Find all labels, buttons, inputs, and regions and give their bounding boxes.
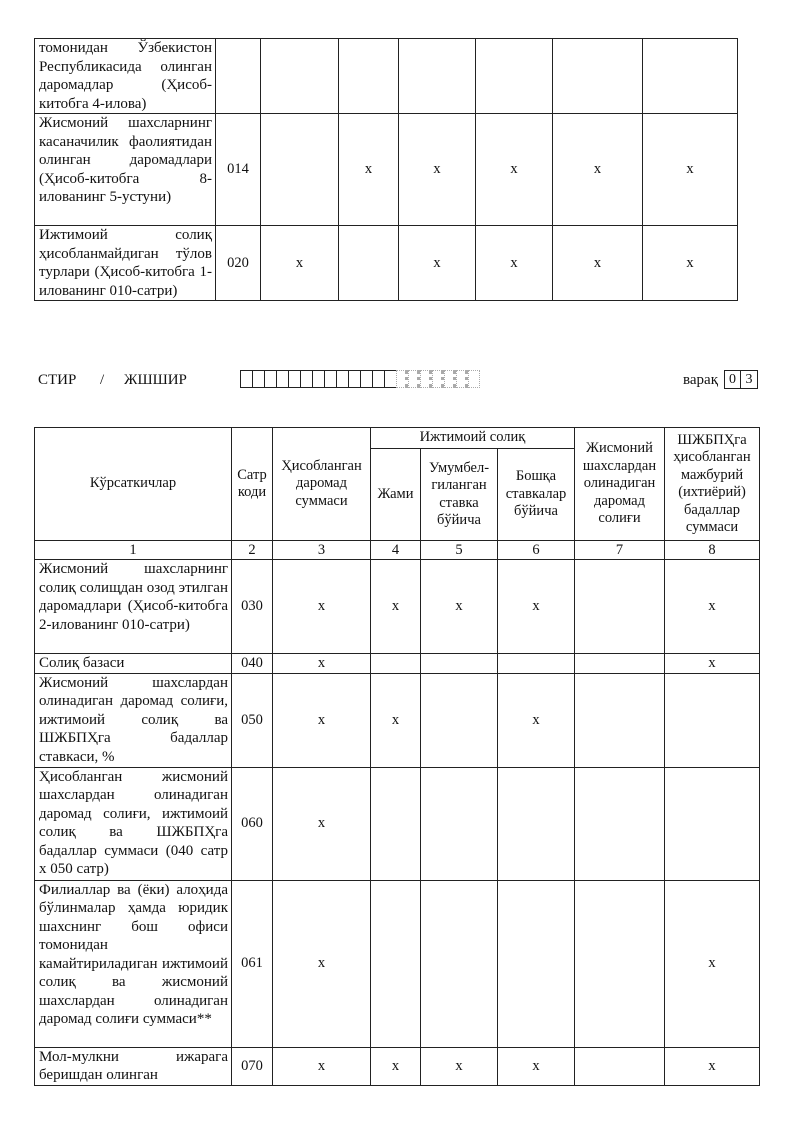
value-cell[interactable] <box>339 226 399 301</box>
table-row <box>35 654 760 674</box>
top-table <box>34 38 738 301</box>
indicator-label: Филиаллар ва (ёки) алоҳида бўлинмалар ҳамда юридик шахснинг бош офиси томонидан камайтириладиган ижтимоий солиқ ва жисмоний шахслардан олинадиган даромад солиғи суммаси** <box>35 880 232 1047</box>
value-cell[interactable] <box>261 39 339 114</box>
column-number: 5 <box>421 541 498 560</box>
main-table <box>34 427 760 1086</box>
tin-digit-box[interactable] <box>312 370 324 388</box>
table-row <box>35 767 760 880</box>
header-row <box>35 428 760 449</box>
value-cell[interactable] <box>553 39 643 114</box>
value-cell[interactable]: x <box>476 114 553 226</box>
value-cell[interactable]: x <box>261 226 339 301</box>
tin-digit-box[interactable] <box>348 370 360 388</box>
tin-digit-box[interactable] <box>432 370 444 388</box>
value-cell[interactable]: x <box>498 673 575 767</box>
value-cell[interactable] <box>339 39 399 114</box>
page-digit: 3 <box>741 370 758 389</box>
value-cell[interactable] <box>498 880 575 1047</box>
column-number: 7 <box>575 541 665 560</box>
taxpayer-id-line <box>38 367 762 393</box>
value-cell[interactable]: x <box>273 767 371 880</box>
value-cell[interactable] <box>575 654 665 674</box>
tin-input-boxes[interactable] <box>240 370 480 388</box>
page-digit: 0 <box>724 370 741 389</box>
value-cell[interactable]: x <box>371 1047 421 1085</box>
value-cell[interactable] <box>575 560 665 654</box>
value-cell[interactable] <box>575 673 665 767</box>
indicator-label: Жисмоний шахсларнинг касаначилик фаолиятидан олинган даромадлари (Ҳисоб-китобга 8-илованинг 5-устуни) <box>35 114 216 226</box>
column-number: 8 <box>665 541 760 560</box>
value-cell[interactable]: x <box>498 1047 575 1085</box>
tin-digit-box[interactable] <box>456 370 468 388</box>
value-cell[interactable]: x <box>273 673 371 767</box>
tin-digit-box[interactable] <box>324 370 336 388</box>
column-number: 3 <box>273 541 371 560</box>
table-row <box>35 39 738 114</box>
value-cell[interactable] <box>371 654 421 674</box>
header-total: Жами <box>371 449 421 541</box>
value-cell[interactable]: x <box>476 226 553 301</box>
value-cell[interactable]: x <box>553 114 643 226</box>
tin-digit-box[interactable] <box>264 370 276 388</box>
column-number-row <box>35 541 760 560</box>
tin-digit-box[interactable] <box>384 370 396 388</box>
indicator-label: томонидан Ўзбекистон Республикасида олинган даромадлар (Ҳисоб-китобга 4-илова) <box>35 39 216 114</box>
indicator-label: Ижтимоий солиқ ҳисобланмайдиган тўлов турлари (Ҳисоб-китобга 1-илованинг 010-сатри) <box>35 226 216 301</box>
value-cell[interactable]: x <box>273 880 371 1047</box>
table-row <box>35 673 760 767</box>
value-cell[interactable] <box>575 1047 665 1085</box>
value-cell[interactable]: x <box>643 226 738 301</box>
column-number: 1 <box>35 541 232 560</box>
page-number-boxes <box>724 370 758 389</box>
column-number: 4 <box>371 541 421 560</box>
row-code: 061 <box>232 880 273 1047</box>
header-general-rate: Умумбел-гиланган ставка бўйича <box>421 449 498 541</box>
tin-digit-box[interactable] <box>444 370 456 388</box>
row-code: 014 <box>216 114 261 226</box>
tin-digit-box[interactable] <box>408 370 420 388</box>
indicator-label: Солиқ базаси <box>35 654 232 674</box>
value-cell[interactable] <box>665 767 760 880</box>
value-cell[interactable]: x <box>273 560 371 654</box>
value-cell[interactable]: x <box>421 1047 498 1085</box>
value-cell[interactable]: x <box>399 114 476 226</box>
value-cell[interactable]: x <box>273 1047 371 1085</box>
indicator-label: Жисмоний шахслардан олинадиган даромад солиғи, ижтимоий солиқ ва ШЖБПҲга бадаллар ставкаси, % <box>35 673 232 767</box>
value-cell[interactable] <box>261 114 339 226</box>
value-cell[interactable] <box>421 767 498 880</box>
value-cell[interactable] <box>371 767 421 880</box>
slash-separator: / <box>100 372 105 388</box>
stir-label: СТИР <box>38 372 77 388</box>
table-row <box>35 226 738 301</box>
value-cell[interactable] <box>575 767 665 880</box>
header-social-tax: Ижтимоий солиқ <box>371 428 575 449</box>
table-row <box>35 114 738 226</box>
header-other-rates: Бошқа ставкалар бўйича <box>498 449 575 541</box>
tin-digit-box[interactable] <box>468 370 480 388</box>
row-code: 040 <box>232 654 273 674</box>
indicator-label: Мол-мулкни ижарага беришдан олинган <box>35 1047 232 1085</box>
row-code: 020 <box>216 226 261 301</box>
value-cell[interactable]: x <box>665 560 760 654</box>
value-cell[interactable]: x <box>643 114 738 226</box>
value-cell[interactable] <box>399 39 476 114</box>
tin-digit-box[interactable] <box>360 370 372 388</box>
tin-digit-box[interactable] <box>336 370 348 388</box>
jshshir-label: ЖШШИР <box>124 372 187 388</box>
page-label: варақ <box>683 372 718 388</box>
table-row <box>35 560 760 654</box>
tin-digit-box[interactable] <box>372 370 384 388</box>
tin-digit-box[interactable] <box>420 370 432 388</box>
value-cell[interactable]: x <box>498 560 575 654</box>
value-cell[interactable]: x <box>421 560 498 654</box>
value-cell[interactable] <box>476 39 553 114</box>
value-cell[interactable]: x <box>553 226 643 301</box>
header-row-code: Сатр коди <box>232 428 273 541</box>
tin-digit-box[interactable] <box>252 370 264 388</box>
column-number: 2 <box>232 541 273 560</box>
value-cell[interactable] <box>643 39 738 114</box>
value-cell[interactable] <box>498 767 575 880</box>
header-accrued-income: Ҳисобланган даромад суммаси <box>273 428 371 541</box>
tin-digit-box[interactable] <box>240 370 252 388</box>
row-code: 070 <box>232 1047 273 1085</box>
table-row <box>35 880 760 1047</box>
value-cell[interactable]: x <box>371 673 421 767</box>
tin-digit-box[interactable] <box>300 370 312 388</box>
tin-digit-box[interactable] <box>288 370 300 388</box>
value-cell[interactable]: x <box>399 226 476 301</box>
header-pension: ШЖБПҲга ҳисобланган мажбурий (ихтиёрий) бадаллар суммаси <box>665 428 760 541</box>
row-code: 030 <box>232 560 273 654</box>
value-cell[interactable]: x <box>665 654 760 674</box>
value-cell[interactable]: x <box>339 114 399 226</box>
value-cell[interactable] <box>371 880 421 1047</box>
value-cell[interactable] <box>498 654 575 674</box>
value-cell[interactable]: x <box>371 560 421 654</box>
tin-digit-box[interactable] <box>396 370 408 388</box>
value-cell[interactable] <box>421 673 498 767</box>
row-code <box>216 39 261 114</box>
value-cell[interactable]: x <box>665 1047 760 1085</box>
header-pit: Жисмоний шахслардан олинадиган даромад солиғи <box>575 428 665 541</box>
value-cell[interactable]: x <box>273 654 371 674</box>
tin-digit-box[interactable] <box>276 370 288 388</box>
table-row <box>35 1047 760 1085</box>
value-cell[interactable] <box>665 673 760 767</box>
column-number: 6 <box>498 541 575 560</box>
value-cell[interactable] <box>421 654 498 674</box>
row-code: 050 <box>232 673 273 767</box>
value-cell[interactable]: x <box>665 880 760 1047</box>
indicator-label: Ҳисобланган жисмоний шахслардан олинадиган даромад солиғи, ижтимоий солиқ ва ШЖБПҲга бадаллар суммаси (040 сатр х 050 сатр) <box>35 767 232 880</box>
row-code: 060 <box>232 767 273 880</box>
header-indicators: Кўрсаткичлар <box>35 428 232 541</box>
indicator-label: Жисмоний шахсларнинг солиқ солищдан озод этилган даромадлари (Ҳисоб-китобга 2-илованинг 010-сатри) <box>35 560 232 654</box>
value-cell[interactable] <box>575 880 665 1047</box>
value-cell[interactable] <box>421 880 498 1047</box>
